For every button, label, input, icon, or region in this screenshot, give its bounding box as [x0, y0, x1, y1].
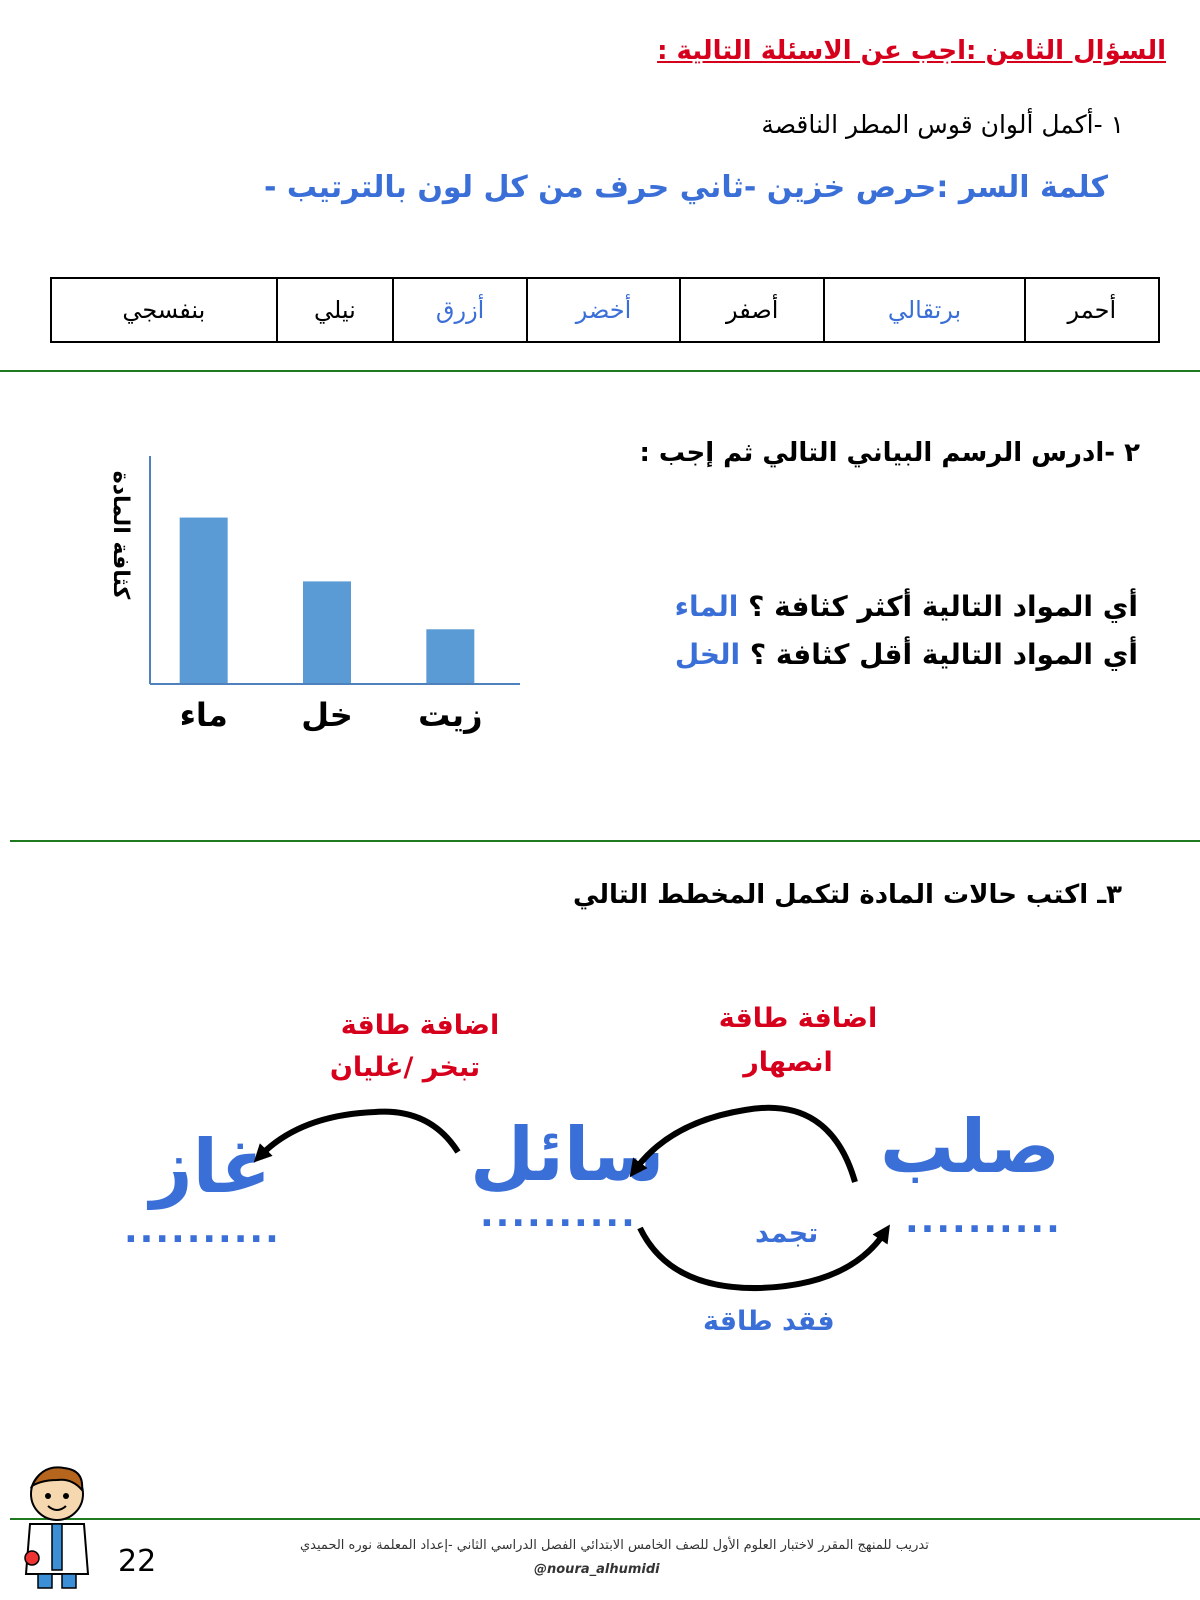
- question-title: السؤال الثامن :اجب عن الاسئلة التالية :: [657, 36, 1166, 66]
- melting-label: انصهار: [743, 1047, 833, 1078]
- melting-energy-label: اضافة طاقة: [718, 1003, 878, 1034]
- section-divider: [0, 370, 1200, 372]
- color-cell: بنفسجي: [51, 278, 277, 342]
- boiling-energy-label: اضافة طاقة: [340, 1010, 500, 1041]
- q2-question-a: [675, 590, 1138, 623]
- chart-tick-labels: [180, 696, 483, 734]
- state-solid: صلب: [880, 1104, 1061, 1190]
- color-cell: أزرق: [393, 278, 527, 342]
- freezing-energy-label: فقد طاقة: [703, 1306, 835, 1337]
- state-gas: غاز: [150, 1124, 271, 1210]
- q1-prompt: ١ -أكمل ألوان قوس المطر الناقصة: [761, 110, 1124, 139]
- x-tick-label: خل: [301, 696, 353, 734]
- bar-1: [180, 518, 228, 684]
- state-liquid: سائل: [470, 1112, 665, 1198]
- footer-divider: [10, 1518, 1200, 1520]
- color-cell: برتقالي: [824, 278, 1024, 342]
- section-divider: [10, 840, 1200, 842]
- freezing-label: تجمد: [755, 1218, 819, 1249]
- bar-3: [426, 629, 474, 684]
- page-number: 22: [118, 1544, 157, 1579]
- melting-arrow: [635, 1108, 855, 1182]
- q2-prompt: ٢ -ادرس الرسم البياني التالي ثم إجب :: [639, 438, 1140, 468]
- x-tick-label: ماء: [179, 696, 228, 734]
- scientist-boy-icon: [12, 1462, 102, 1592]
- color-cell: أحمر: [1025, 278, 1159, 342]
- q2-question-a-text: أي المواد التالية أكثر كثافة ؟: [748, 590, 1138, 623]
- q2-answer-b: الخل: [674, 638, 741, 671]
- liquid-blank: ..........: [480, 1194, 637, 1235]
- density-bar-chart: [80, 440, 540, 740]
- solid-blank: ..........: [905, 1200, 1062, 1241]
- bar-2: [303, 581, 351, 684]
- q2-question-b: [675, 638, 1138, 671]
- y-axis-label: كثافة المادة: [108, 470, 133, 600]
- secret-word-line: كلمة السر :حرص خزين -ثاني حرف من كل لون بالترتيب -: [264, 170, 1108, 205]
- gas-blank: ..........: [124, 1210, 281, 1251]
- footer-handle: @noura_alhumidi: [534, 1562, 660, 1577]
- chart-bars: [180, 518, 475, 684]
- q3-prompt: ٣ـ اكتب حالات المادة لتكمل المخطط التالي: [572, 880, 1122, 910]
- boiling-arrow: [260, 1112, 458, 1156]
- footer-text: تدريب للمنهج المقرر لاختبار العلوم الأول للصف الخامس الابتدائي الفصل الدراسي الثاني -إعداد المعلمة نوره الحميدي: [300, 1538, 929, 1553]
- q2-question-b-text: أي المواد التالية أقل كثافة ؟: [749, 638, 1138, 671]
- boiling-label: تبخر /غليان: [329, 1052, 481, 1083]
- q2-answer-a: الماء: [674, 590, 739, 623]
- color-cell: أخضر: [527, 278, 680, 342]
- color-cell: أصفر: [680, 278, 825, 342]
- rainbow-colors-table: [50, 277, 1160, 343]
- color-cell: نيلي: [277, 278, 393, 342]
- x-tick-label: زيت: [418, 696, 483, 734]
